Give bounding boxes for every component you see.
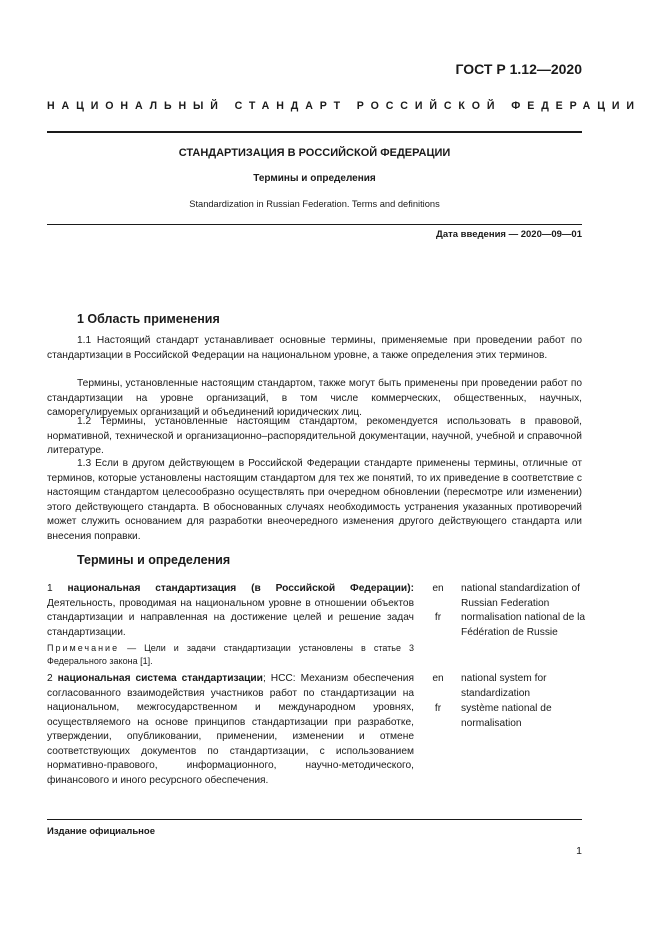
- paragraph-1-3: 1.3 Если в другом действующем в Российской Федерации стандарте применены термины, отличные от терминов, которые установлены настоящим стандартом для тех же понятий, то их приведение в соответствие с настоящим стандартом целесообразно осуществлять при очередном обновлении (пересмотре или изменении) этого действующего стандарта. В обоснованных случаях необходимость устранения указанных противоречий может служить основанием для разработки внеочередного изменения другого действующего стандарта или внесения поправки.: [47, 458, 582, 542]
- section-1-heading: 1 Область применения: [77, 312, 220, 326]
- standard-subtitle: Термины и определения: [253, 173, 376, 184]
- english-title: Standardization in Russian Federation. Terms and definitions: [189, 199, 440, 209]
- footer-divider: [47, 819, 582, 820]
- english-equivalent: national system for standardization: [461, 673, 547, 699]
- lang-code-fr: fr: [434, 703, 442, 714]
- term-number: 1: [47, 583, 53, 594]
- note-label: Примечание: [47, 643, 120, 653]
- title-divider: [47, 224, 582, 225]
- note-text: — Цели и задачи стандартизации установлены в статье 3 Федерального закона [1].: [47, 643, 414, 666]
- french-equivalent: normalisation national de la Fédération de Russie: [461, 612, 586, 638]
- header-divider: [47, 131, 582, 133]
- french-equivalent: système national de normalisation: [461, 703, 552, 729]
- term-entry-2: [47, 672, 414, 788]
- document-number: ГОСТ Р 1.12—2020: [455, 61, 582, 77]
- paragraph-1-1-continued: Термины, установленные настоящим стандартом, также могут быть применены при проведении работ по стандартизации на уровне организаций, в том числе коммерческих, общественных, научных, саморегулируемых организаций и объединений юридических лиц.: [47, 378, 582, 418]
- lang-code-fr: fr: [434, 612, 442, 623]
- term-definition: Деятельность, проводимая на национальном уровне в отношении объектов стандартизации и направленная на достижение целей и решение задач стандартизации.: [47, 597, 414, 638]
- term-number: 2: [47, 673, 53, 684]
- page-number: 1: [576, 845, 582, 857]
- term-name: национальная стандартизация (в Российской Федерации):: [67, 583, 414, 594]
- paragraph-1-1: 1.1 Настоящий стандарт устанавливает основные термины, применяемые при проведении работ по стандартизации в Российской Федерации на национальном уровне, а также определения этих терминов.: [47, 335, 582, 361]
- national-standard-banner: НАЦИОНАЛЬНЫЙ СТАНДАРТ РОССИЙСКОЙ ФЕДЕРАЦИИ: [47, 100, 641, 112]
- paragraph-1-2: 1.2 Термины, установленные настоящим стандартом, рекомендуется использовать в правовой, нормативной, технической и организационно–распорядительной документации, научной, учебной и справочной литературе.: [47, 416, 582, 456]
- standard-title: СТАНДАРТИЗАЦИЯ В РОССИЙСКОЙ ФЕДЕРАЦИИ: [178, 147, 451, 159]
- lang-code-en: en: [432, 583, 444, 594]
- term-entry-1: [47, 582, 414, 640]
- introduction-date: Дата введения — 2020—09—01: [436, 229, 582, 240]
- term-1-note: [47, 642, 414, 668]
- lang-code-en: en: [432, 673, 444, 684]
- english-equivalent: national standardization of Russian Federation: [461, 583, 580, 609]
- term-abbreviation: ; НСС:: [262, 673, 296, 684]
- section-2-heading: Термины и определения: [77, 553, 231, 567]
- term-definition: Механизм обеспечения согласованного взаимодействия участников работ по стандартизации на национальном, межгосударственном и международном уровнях, осуществляемого на основе принципов стандартизации при разработке, утверждении, опубликовании, применении, изменении и отмене соответствующих документов по стандартизации, с использованием нормативно-правового, информационного, научно-методического, финансового и иного ресурсного обеспечения.: [47, 673, 415, 786]
- term-name: национальная система стандартизации: [57, 673, 263, 684]
- official-edition-label: Издание официальное: [47, 826, 155, 837]
